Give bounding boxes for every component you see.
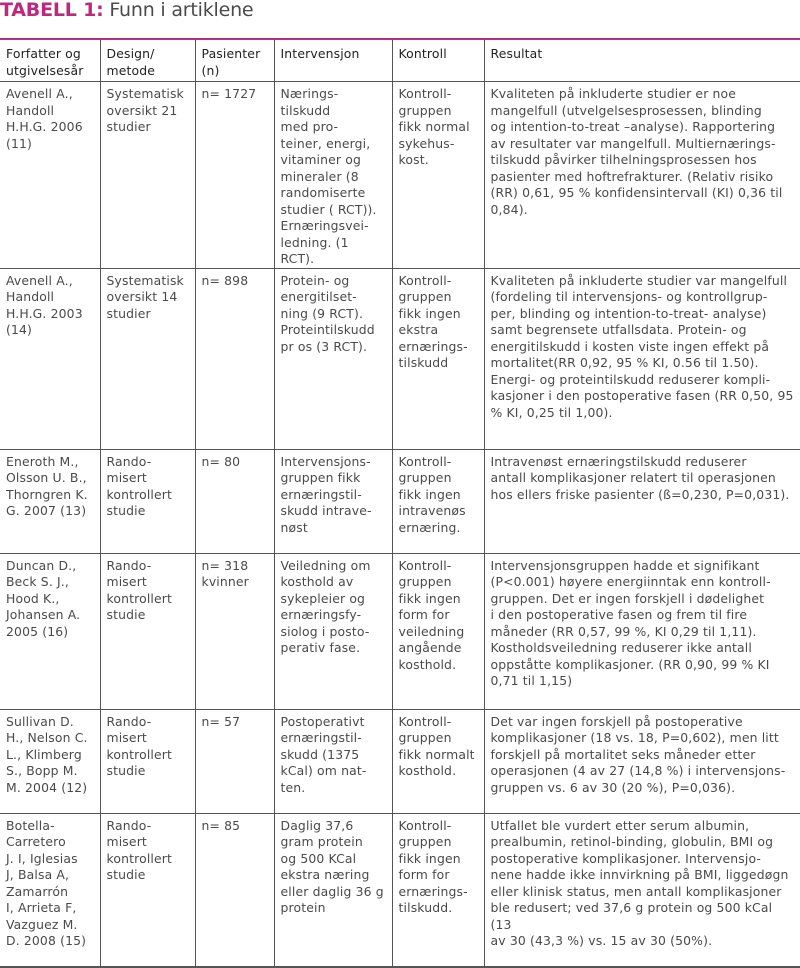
header-patients: Pasienter (n)	[195, 39, 274, 82]
header-intervention: Intervensjon	[274, 39, 392, 82]
cell-design: Rando- misert kontrollert studie	[100, 449, 195, 553]
table-title-text: Funn i artiklene	[103, 0, 254, 21]
header-design: Design/ metode	[100, 39, 195, 82]
cell-author: Avenell A., Handoll H.H.G. 2006 (11)	[0, 82, 100, 269]
header-author: Forfatter og utgivelsesår	[0, 39, 100, 82]
cell-author: Duncan D., Beck S. J., Hood K., Johansen A. 2005 (16)	[0, 553, 100, 709]
cell-patients: n= 898	[195, 268, 274, 449]
cell-patients: n= 318 kvinner	[195, 553, 274, 709]
cell-intervention: Intervensjons- gruppen fikk ernæringstil- skudd intrave- nøst	[274, 449, 392, 553]
table-row	[0, 82, 800, 269]
cell-author: Eneroth M., Olsson U. B., Thorngren K. G. 2007 (13)	[0, 449, 100, 553]
cell-result: Intervensjonsgruppen hadde et signifikant (P<0.001) høyere energiinntak enn kontroll- gruppen. Det er ingen forskjell i dødelighet i den postoperative fasen og frem til fire måneder (RR 0,57, 99 %, KI 0,29 til 1,11). Kostholdsveiledning reduserer ikke antall oppståtte komplikasjoner. (RR 0,90, 99 % KI 0,71 til 1,15)	[484, 553, 800, 709]
cell-patients: n= 57	[195, 709, 274, 813]
table-title-label: TABELL 1:	[0, 0, 104, 21]
cell-control: Kontroll- gruppen fikk normal sykehus- kost.	[392, 82, 484, 269]
cell-design: Rando- misert kontrollert studie	[100, 813, 195, 967]
cell-intervention: Protein- og energitilset- ning (9 RCT). Proteintilskudd pr os (3 RCT).	[274, 268, 392, 449]
table-row	[0, 553, 800, 709]
findings-table	[0, 38, 800, 968]
cell-author: Sullivan D. H., Nelson C. L., Klimberg S., Bopp M. M. 2004 (12)	[0, 709, 100, 813]
cell-intervention: Postoperativt ernæringstil- skudd (1375 kCal) om nat- ten.	[274, 709, 392, 813]
table-header-row	[0, 39, 800, 82]
cell-design: Systematisk oversikt 14 studier	[100, 268, 195, 449]
cell-result: Utfallet ble vurdert etter serum albumin, prealbumin, retinol-binding, globulin, BMI og postoperative komplikasjoner. Intervensjo- nene hadde ikke innvirkning på BMI, liggedøgn eller klinisk status, men antall komplikasjoner ble redusert; ved 37,6 g protein og 500 kCal (13 av 30 (43,3 %) vs. 15 av 30 (50%).	[484, 813, 800, 967]
cell-intervention: Veiledning om kosthold av sykepleier og ernæringsfy- siolog i posto- perativ fase.	[274, 553, 392, 709]
cell-control: Kontroll- gruppen fikk ingen form for ernærings- tilskudd.	[392, 813, 484, 967]
cell-patients: n= 85	[195, 813, 274, 967]
cell-design: Rando- misert kontrollert studie	[100, 553, 195, 709]
cell-author: Botella- Carretero J. I, Iglesias J, Balsa A, Zamarrón I, Arrieta F, Vazguez M. D. 2008 (15)	[0, 813, 100, 967]
header-result: Resultat	[484, 39, 800, 82]
cell-control: Kontroll- gruppen fikk ingen form for veiledning angående kosthold.	[392, 553, 484, 709]
header-control: Kontroll	[392, 39, 484, 82]
cell-patients: n= 80	[195, 449, 274, 553]
cell-design: Systematisk oversikt 21 studier	[100, 82, 195, 269]
cell-intervention: Daglig 37,6 gram protein og 500 KCal ekstra næring eller daglig 36 g protein	[274, 813, 392, 967]
cell-design: Rando- misert kontrollert studie	[100, 709, 195, 813]
cell-control: Kontroll- gruppen fikk normalt kosthold.	[392, 709, 484, 813]
table-row	[0, 813, 800, 967]
cell-intervention: Nærings- tilskudd med pro- teiner, energi, vitaminer og mineraler (8 randomiserte studier ( RCT)). Ernæringsvei- ledning. (1 RCT).	[274, 82, 392, 269]
table-row	[0, 449, 800, 553]
cell-result: Det var ingen forskjell på postoperative komplikasjoner (18 vs. 18, P=0,602), men litt forskjell på mortalitet seks måneder etter operasjonen (4 av 27 (14,8 %) i intervensjons- gruppen vs. 6 av 30 (20 %), P=0,036).	[484, 709, 800, 813]
cell-patients: n= 1727	[195, 82, 274, 269]
table-title	[0, 0, 253, 22]
table-row	[0, 268, 800, 449]
cell-result: Kvaliteten på inkluderte studier er noe mangelfull (utvelgelsesprosessen, blinding og intention-to-treat –analyse). Rapportering av resultater var mangelfull. Multiernærings- tilskudd påvirker tilhelningsprosessen hos pasienter med hoftrefrakturer. (Relativ risiko (RR) 0,61, 95 % konfidensintervall (KI) 0,36 til 0,84).	[484, 82, 800, 269]
cell-author: Avenell A., Handoll H.H.G. 2003 (14)	[0, 268, 100, 449]
cell-result: Intravenøst ernæringstilskudd reduserer antall komplikasjoner relatert til operasjonen hos ellers friske pasienter (ß=0,230, P=0,031).	[484, 449, 800, 553]
cell-result: Kvaliteten på inkluderte studier var mangelfull (fordeling til intervensjons- og kontrollgrup- per, blinding og intention-to-treat- analyse) samt begrensete utfallsdata. Protein- og energitilskudd i kosten viste ingen effekt på mortalitet(RR 0,92, 95 % KI, 0.56 til 1.50). Energi- og proteintilskudd reduserer kompli- kasjoner i den postoperative fasen (RR 0,50, 95 % KI, 0,25 til 1,00).	[484, 268, 800, 449]
table-row	[0, 709, 800, 813]
cell-control: Kontroll- gruppen fikk ingen ekstra ernærings- tilskudd	[392, 268, 484, 449]
cell-control: Kontroll- gruppen fikk ingen intravenøs ernæring.	[392, 449, 484, 553]
